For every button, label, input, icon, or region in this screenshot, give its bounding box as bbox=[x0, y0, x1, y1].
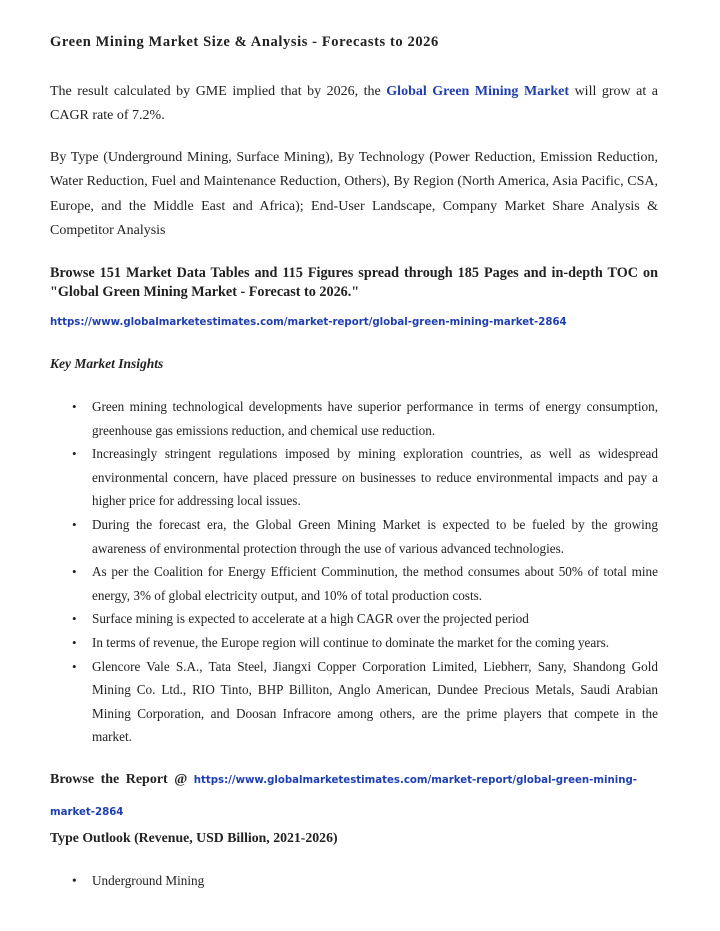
insight-text: Surface mining is expected to accelerate at a high CAGR over the projected period bbox=[92, 611, 529, 627]
insights-list bbox=[50, 395, 658, 749]
insight-text: Increasingly stringent regulations imposed by mining exploration countries, as well as widespread environmental concern, have placed pressure on businesses to reduce environmental impacts and pay a higher price for addressing local issues. bbox=[92, 446, 658, 509]
browse-report-label: Browse the Report @ bbox=[50, 772, 194, 787]
list-item bbox=[50, 560, 658, 607]
insight-text: In terms of revenue, the Europe region will continue to dominate the market for the coming years. bbox=[92, 634, 610, 650]
report-link[interactable]: https://www.globalmarketestimates.com/market-report/global-green-mining-market-2864 bbox=[50, 317, 567, 328]
list-item bbox=[50, 631, 658, 655]
bullet-icon: • bbox=[72, 564, 77, 580]
browse-tables-paragraph: Browse 151 Market Data Tables and 115 Figures spread through 185 Pages and in-depth TOC on "Global Green Mining Market - Forecast to 2026." bbox=[50, 265, 658, 300]
key-insights-heading: Key Market Insights bbox=[50, 356, 164, 371]
intro-text-after: will grow at a CAGR rate of 7.2%. bbox=[50, 84, 658, 124]
browse-report-line bbox=[50, 764, 660, 828]
list-item bbox=[50, 513, 658, 560]
insight-text: Green mining technological developments have superior performance in terms of energy consumption, greenhouse gas emissions reduction, and chemical use reduction. bbox=[92, 399, 658, 438]
document-title: Green Mining Market Size & Analysis - Forecasts to 2026 bbox=[50, 34, 439, 50]
bullet-icon: • bbox=[72, 399, 77, 414]
type-outlook-heading: Type Outlook (Revenue, USD Billion, 2021-2026) bbox=[50, 830, 338, 845]
list-item bbox=[50, 607, 658, 631]
insight-text: During the forecast era, the Global Green Mining Market is expected to be fueled by the growing awareness of environmental protection through the use of various advanced technologies. bbox=[92, 516, 658, 556]
bullet-icon: • bbox=[72, 446, 77, 462]
insight-text: Glencore Vale S.A., Tata Steel, Jiangxi Copper Corporation Limited, Liebherr, Sany, Shandong Gold Mining Co. Ltd., RIO Tinto, BHP Billiton, Anglo American, Dundee Precious Metals, Saudi Arabian Mining Corporation, and Doosan Infracore among others, are the prime players that compete in the market. bbox=[92, 658, 658, 745]
bullet-icon: • bbox=[72, 873, 77, 888]
market-name-highlight: Global Green Mining Market bbox=[386, 84, 570, 99]
intro-text-before: The result calculated by GME implied that by 2026, the bbox=[50, 84, 387, 99]
intro-paragraph bbox=[50, 80, 658, 129]
bullet-icon: • bbox=[72, 634, 77, 650]
list-item bbox=[50, 655, 658, 749]
bullet-icon: • bbox=[72, 658, 77, 674]
type-outlook-list bbox=[50, 869, 658, 893]
browse-report-link[interactable]: https://www.globalmarketestimates.com/market-report/global-green-mining-market-2864 bbox=[50, 775, 637, 818]
segments-paragraph: By Type (Underground Mining, Surface Mining), By Technology (Power Reduction, Emission Reduction, Water Reduction, Fuel and Maintenance Reduction, Others), By Region (North America, Asia Pacific, CSA, Europe, and the Middle East and Africa); End-User Landscape, Company Market Share Analysis & Competitor Analysis bbox=[50, 150, 658, 238]
type-item-text: Underground Mining bbox=[92, 873, 205, 888]
list-item bbox=[50, 442, 658, 513]
list-item bbox=[50, 869, 658, 893]
list-item bbox=[50, 395, 658, 442]
bullet-icon: • bbox=[72, 611, 77, 627]
insight-text: As per the Coalition for Energy Efficient Comminution, the method consumes about 50% of total mine energy, 3% of global electricity output, and 10% of total production costs. bbox=[92, 564, 658, 603]
bullet-icon: • bbox=[72, 516, 77, 532]
